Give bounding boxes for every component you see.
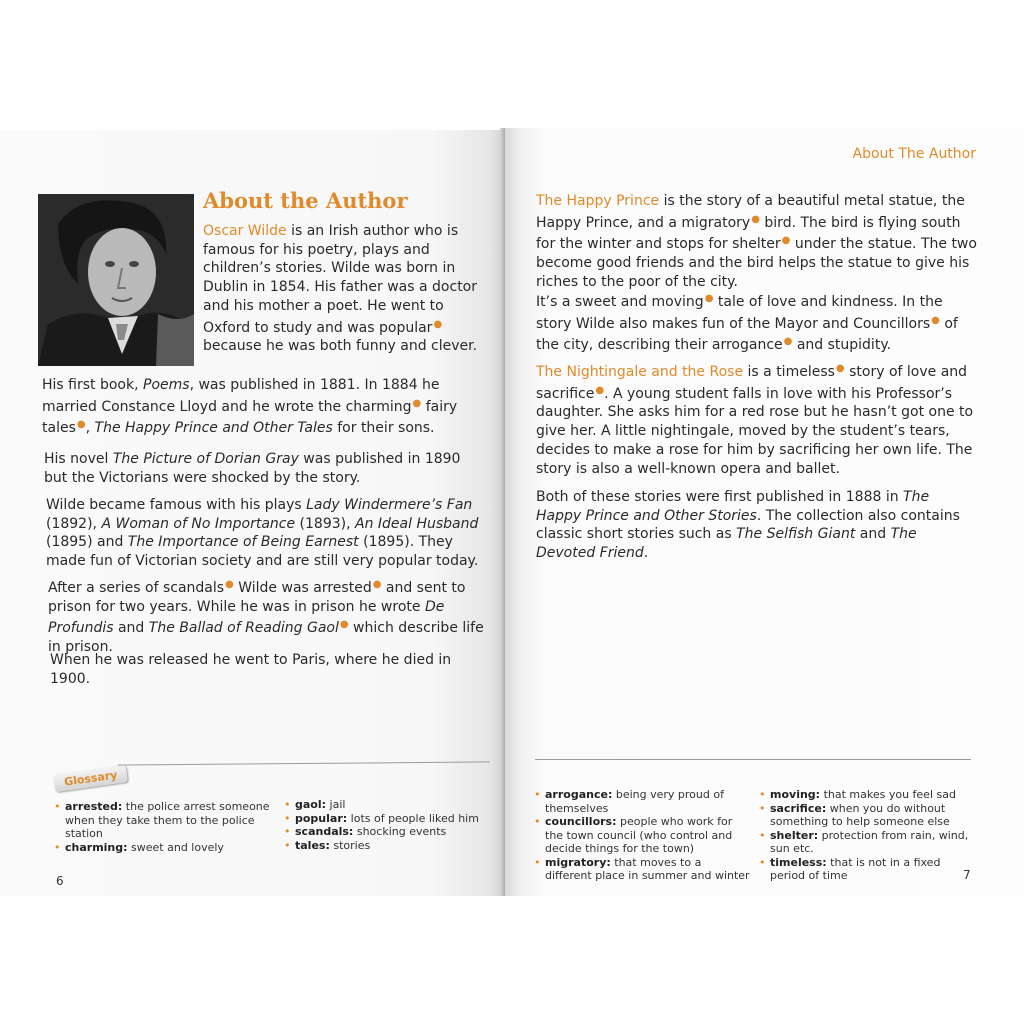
paragraph-novel: [44, 450, 484, 487]
text-run: which describe life in prison.: [48, 620, 484, 656]
text-run: and: [113, 620, 149, 637]
glossary-term: scandals:: [295, 825, 354, 838]
glossary-term: arrogance:: [545, 788, 613, 801]
glossary-list-right-2: [759, 788, 977, 883]
glossary-item: [759, 829, 977, 856]
glossary-marker-icon: ●: [835, 363, 845, 374]
glossary-marker-icon: ●: [781, 235, 791, 247]
book-title: The Happy Prince and Other Stories: [536, 489, 930, 524]
glossary-item: [54, 800, 272, 841]
glossary-marker-icon: ●: [372, 579, 382, 590]
glossary-marker-icon: ●: [339, 619, 349, 631]
text-run: fairy tales: [42, 398, 458, 437]
text-run: tale of love and kindness. In the story Wilde also makes fun of the Mayor and Councillors: [536, 294, 943, 332]
open-book: [0, 128, 1024, 896]
story-title: The Devoted Friend: [536, 526, 917, 562]
play-title: The Importance of Being Earnest: [127, 534, 359, 551]
glossary-marker-icon: ●: [704, 293, 714, 304]
text-run: Both of these stories were first published in 1888 in: [536, 489, 904, 505]
author-name: Oscar Wilde: [203, 223, 287, 239]
paragraph-first-book: [42, 376, 482, 438]
page-title: About the Author: [203, 188, 408, 213]
glossary-definition: lots of people liked him: [347, 811, 479, 825]
glossary-marker-icon: ●: [433, 318, 443, 330]
story-title: The Happy Prince: [536, 193, 660, 209]
glossary-definition: sweet and lovely: [127, 840, 224, 854]
glossary-term: sacrifice:: [770, 801, 827, 815]
text-run: was published in 1890 but the Victorians were shocked by the story.: [44, 451, 461, 486]
play-title: Lady Windermere’s Fan: [306, 497, 473, 513]
book-title: De Profundis: [48, 598, 445, 637]
glossary-item: [534, 856, 750, 883]
text-run: When he was released he went to Paris, where he died in 1900.: [50, 652, 452, 687]
glossary-term: shelter:: [770, 828, 819, 842]
glossary-marker-icon: ●: [412, 397, 422, 409]
paragraph-published: [536, 488, 978, 563]
glossary-list-left-2: [284, 798, 484, 852]
glossary-list-left-1: [54, 800, 272, 854]
text-run: bird. The bird is flying south for the winter and stops for shelter: [536, 214, 961, 253]
glossary-item: [284, 798, 484, 812]
story-title: The Nightingale and the Rose: [536, 364, 744, 380]
glossary-term: tales:: [295, 838, 330, 852]
book-title: The Picture of Dorian Gray: [112, 451, 299, 467]
glossary-tab: Glossary: [53, 765, 128, 792]
text-run: (1895) and: [46, 534, 128, 551]
book-title: Poems: [143, 377, 190, 393]
story-title: The Selfish Giant: [736, 526, 856, 543]
glossary-term: popular:: [295, 811, 348, 825]
glossary-definition: people who work for the town council (who control and decide things for the town): [545, 815, 733, 855]
page-number: 7: [963, 868, 971, 882]
glossary-marker-icon: ●: [225, 579, 234, 590]
intro-paragraph: [203, 222, 481, 356]
glossary-divider: [118, 761, 490, 765]
text-run: (1893),: [295, 515, 355, 532]
glossary-definition: the police arrest someone when they take them to the police station: [65, 800, 270, 840]
text-run: It’s a sweet and moving: [536, 294, 704, 310]
glossary-item: [54, 841, 272, 855]
page-number: 6: [56, 874, 64, 888]
paragraph-happy-prince: [536, 192, 978, 292]
glossary-definition: that is not in a fixed period of time: [770, 855, 941, 882]
glossary-item: [759, 856, 977, 883]
text-run: . A young student falls in love with his Professor’s daughter. She asks him for a red rose but he hasn’t got one to give her. A little nightingale, moved by the student’s tears, decides to make a rose for him by sacrificing her own life. The story is also a well-known opera and ballet.: [536, 385, 974, 477]
glossary-item: [284, 825, 484, 839]
glossary-item: [284, 812, 484, 826]
text-run: Wilde became famous with his plays: [46, 497, 307, 513]
text-run: ,: [85, 420, 95, 437]
glossary-definition: jail: [326, 798, 346, 811]
right-page: [505, 128, 1024, 896]
text-run: under the statue. The two become good friends and the bird helps the statue to give his riches to the poor of the city.: [536, 236, 977, 290]
text-run: (1892),: [46, 515, 102, 532]
paragraph-death: [50, 651, 490, 688]
glossary-term: timeless:: [770, 855, 827, 869]
glossary-marker-icon: ●: [783, 336, 793, 348]
glossary-definition: when you do without something to help someone else: [770, 801, 950, 828]
text-run: His first book,: [42, 377, 143, 393]
glossary-marker-icon: ●: [931, 314, 940, 326]
glossary-divider: [535, 759, 971, 760]
text-run: , was published in 1881. In 1884 he married Constance Lloyd and he wrote the charming: [42, 377, 440, 415]
glossary-marker-icon: ●: [595, 384, 605, 396]
play-title: A Woman of No Importance: [101, 515, 296, 532]
glossary-term: gaol:: [295, 798, 327, 811]
glossary-marker-icon: ●: [751, 213, 760, 225]
book-title: The Ballad of Reading Gaol: [148, 620, 339, 637]
play-title: An Ideal Husband: [355, 515, 479, 532]
glossary-item: [534, 788, 750, 815]
author-portrait-image: [38, 194, 194, 366]
paragraph-plays: [46, 496, 486, 571]
glossary-term: migratory:: [545, 855, 611, 869]
text-run: Wilde was arrested: [233, 580, 372, 596]
glossary-definition: that makes you feel sad: [820, 788, 956, 801]
glossary-term: arrested:: [65, 800, 123, 813]
glossary-term: councillors:: [545, 815, 617, 828]
glossary-item: [284, 839, 484, 853]
paragraph-nightingale: [536, 360, 978, 478]
paragraph-sweet-tale: [536, 290, 978, 355]
glossary-item: [759, 788, 977, 802]
glossary-item: [534, 815, 750, 856]
glossary-definition: protection from rain, wind, sun etc.: [770, 828, 969, 855]
intro-text: is an Irish author who is famous for his poetry, plays and children’s stories. Wilde was born in Dublin in 1854. His father was a doctor and his mother a poet. He went to Oxford to study and was popular: [203, 223, 477, 336]
text-run: for their sons.: [332, 420, 435, 437]
intro-text-end: because he was both funny and clever.: [203, 338, 478, 355]
glossary-definition: that moves to a different place in summer and winter: [545, 855, 750, 882]
text-run: story of love and sacrifice: [536, 364, 968, 402]
running-header: About The Author: [852, 146, 976, 162]
left-page: [0, 130, 505, 896]
text-run: is a timeless: [743, 364, 835, 380]
glossary-definition: shocking events: [353, 825, 447, 838]
glossary-list-right-1: [534, 788, 750, 883]
text-run: of the city, describing their arrogance: [536, 315, 958, 354]
text-run: (1895). They made fun of Victorian society and are still very popular today.: [46, 534, 479, 570]
glossary-item: [759, 802, 977, 829]
text-run: .: [643, 545, 649, 562]
author-portrait: [38, 194, 194, 366]
text-run: and sent to prison for two years. While he was in prison he wrote: [48, 580, 466, 615]
text-run: and stupidity.: [792, 337, 892, 354]
paragraph-prison: [48, 576, 488, 657]
glossary-term: moving:: [770, 788, 821, 801]
text-run: His novel: [44, 451, 113, 467]
text-run: and: [855, 526, 891, 543]
text-run: is the story of a beautiful metal statue, the Happy Prince, and a migratory: [536, 193, 965, 231]
text-run: After a series of scandals: [48, 580, 225, 596]
glossary-definition: being very proud of themselves: [545, 788, 724, 815]
glossary-definition: stories: [329, 838, 371, 852]
glossary-marker-icon: ●: [76, 419, 86, 431]
glossary-term: charming:: [65, 840, 128, 854]
text-run: . The collection also contains classic short stories such as: [536, 507, 960, 543]
book-title: The Happy Prince and Other Tales: [94, 420, 333, 437]
